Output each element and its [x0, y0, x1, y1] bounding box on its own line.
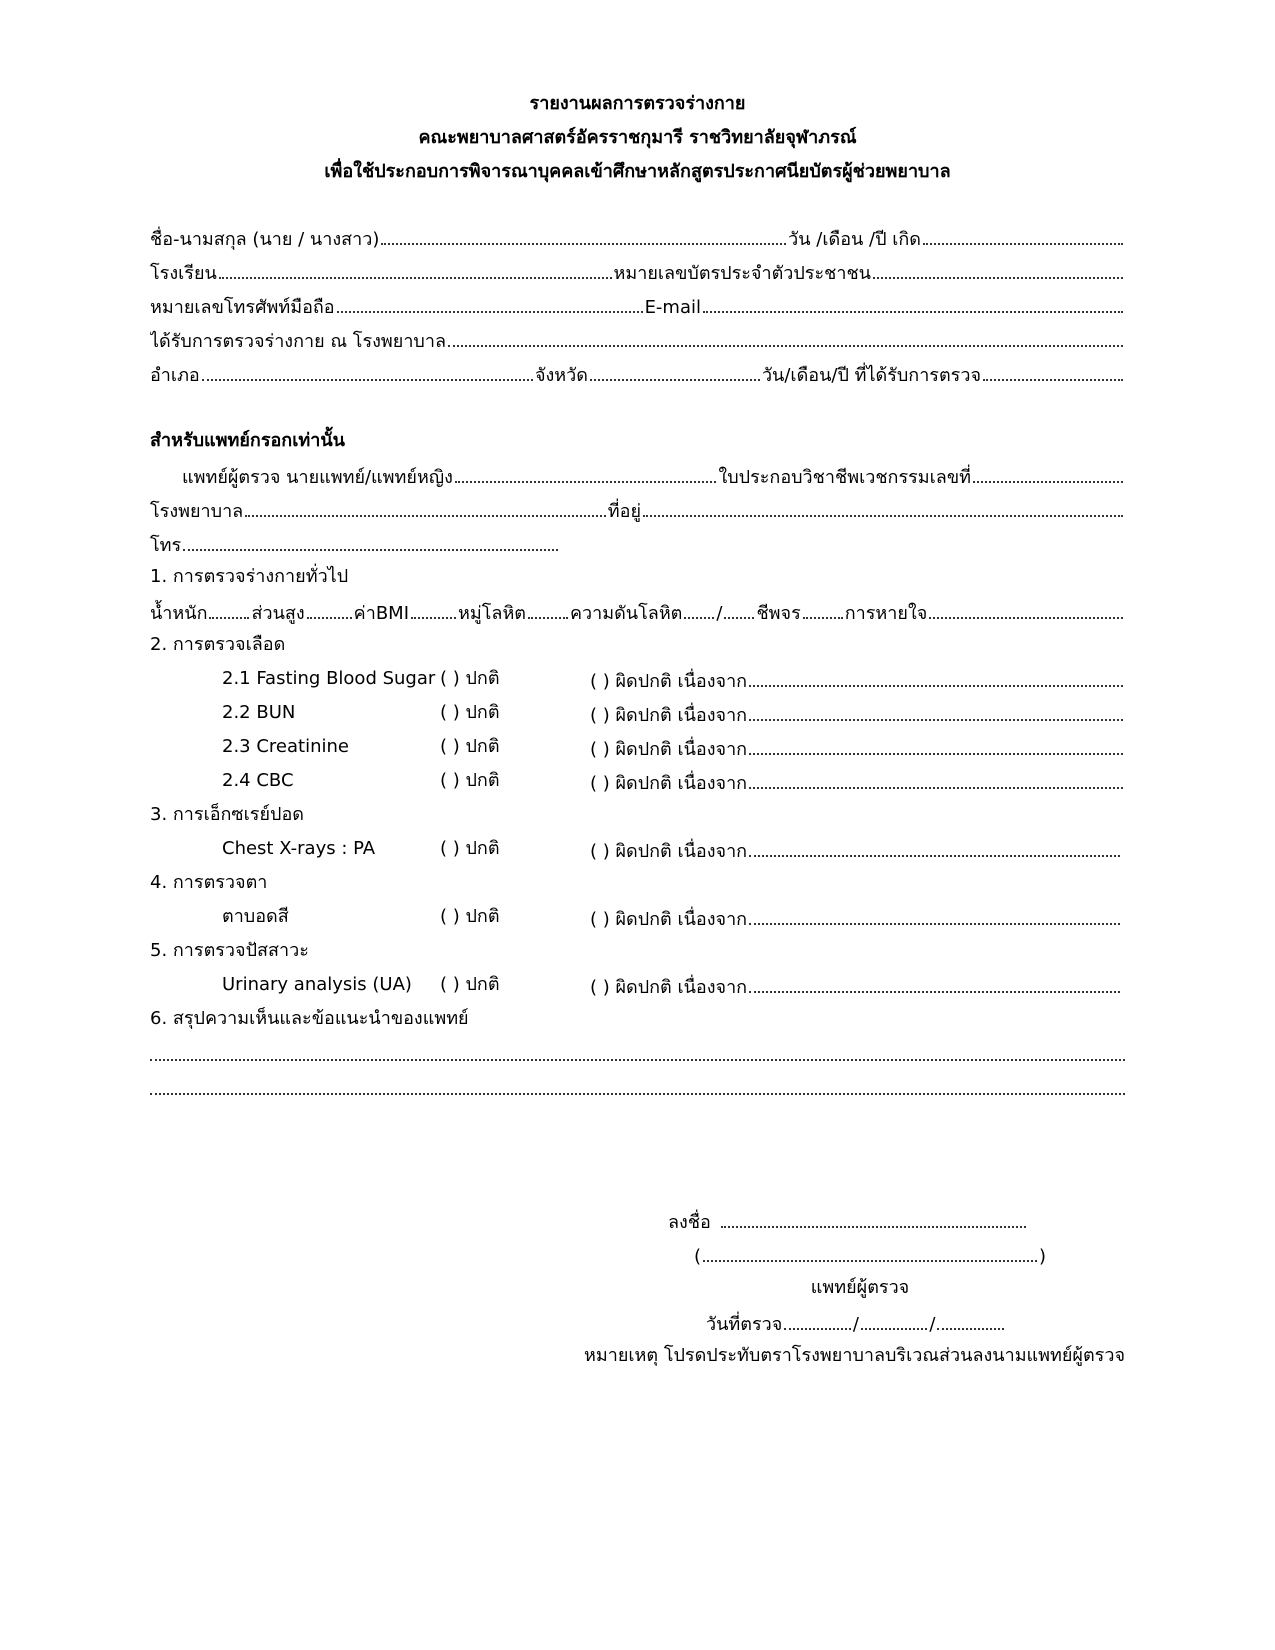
normal-option[interactable]: ( ) ปกติ: [440, 770, 500, 791]
normal-option[interactable]: ( ) ปกติ: [440, 974, 500, 995]
doctor-phone-label: โทร: [150, 535, 182, 556]
dob-field[interactable]: [923, 221, 1123, 245]
exam-day-field[interactable]: [784, 1306, 851, 1330]
address-field[interactable]: [643, 493, 1123, 517]
district-label: อำเภอ: [150, 365, 200, 386]
examiner-label: แพทย์ผู้ตรวจ นายแพทย์/แพทย์หญิง: [182, 467, 453, 488]
abnormal-reason-field[interactable]: [749, 901, 1120, 925]
vitals-row: [150, 595, 1125, 627]
pulse-field[interactable]: [803, 595, 843, 619]
phone-field[interactable]: [337, 289, 643, 313]
id-card-field[interactable]: [873, 255, 1123, 279]
examiner-title: แพทย์ผู้ตรวจ: [810, 1277, 910, 1298]
bp-diastolic-field[interactable]: [724, 595, 754, 619]
school-field[interactable]: [219, 255, 612, 279]
test-name: 2.2 BUN: [222, 702, 296, 723]
dob-label: วัน /เดือน /ปี เกิด: [788, 229, 921, 250]
abnormal-option-row: [590, 663, 1125, 695]
test-name: ตาบอดสี: [222, 906, 289, 927]
applicant-name-row: [150, 221, 1125, 253]
exam-date-sign-label: วันที่ตรวจ: [706, 1314, 783, 1335]
form-purpose: เพื่อใช้ประกอบการพิจารณาบุคคลเข้าศึกษาหลักสูตรประกาศนียบัตรผู้ช่วยพยาบาล: [324, 161, 951, 182]
exam-date-row: [706, 1306, 1006, 1338]
phone-label: หมายเลขโทรศัพท์มือถือ: [150, 297, 335, 318]
sign-label: ลงชื่อ: [668, 1212, 711, 1233]
date-sep-1: /: [852, 1314, 859, 1335]
name-field[interactable]: [381, 221, 786, 245]
section-1-heading: 1. การตรวจร่างกายทั่วไป: [150, 566, 349, 587]
abnormal-reason-field[interactable]: [749, 969, 1120, 993]
test-name: Chest X-rays : PA: [222, 838, 376, 859]
summary-field-1[interactable]: [150, 1037, 1125, 1061]
abnormal-option[interactable]: ( ) ผิดปกติ เนื่องจาก: [590, 977, 748, 998]
printed-name-row: [694, 1238, 1046, 1270]
normal-option[interactable]: ( ) ปกติ: [440, 702, 500, 723]
summary-line-1: [150, 1037, 1125, 1069]
abnormal-option-row: [590, 731, 1125, 763]
abnormal-option[interactable]: ( ) ผิดปกติ เนื่องจาก: [590, 909, 748, 930]
license-label: ใบประกอบวิชาชีพเวชกรรมเลขที่: [718, 467, 971, 488]
district-field[interactable]: [202, 357, 533, 381]
paren-close: ): [1038, 1246, 1046, 1267]
signature-row: [668, 1204, 1028, 1236]
abnormal-option-row: [590, 833, 1122, 865]
abnormal-option[interactable]: ( ) ผิดปกติ เนื่องจาก: [590, 841, 748, 862]
abnormal-option-row: [590, 765, 1125, 797]
abnormal-option[interactable]: ( ) ผิดปกติ เนื่องจาก: [590, 739, 748, 760]
abnormal-option-row: [590, 697, 1125, 729]
examiner-field[interactable]: [455, 459, 717, 483]
section-6-heading: 6. สรุปความเห็นและข้อแนะนำของแพทย์: [150, 1008, 469, 1029]
weight-label: น้ำหนัก: [150, 603, 208, 624]
bmi-label: ค่าBMI: [353, 603, 410, 624]
paren-open: (: [694, 1246, 702, 1267]
abnormal-reason-field[interactable]: [749, 697, 1123, 721]
exam-date-label: วัน/เดือน/ปี ที่ได้รับการตรวจ: [761, 365, 981, 386]
school-row: [150, 255, 1125, 287]
stamp-note: หมายเหตุ โปรดประทับตราโรงพยาบาลบริเวณส่วนลงนามแพทย์ผู้ตรวจ: [584, 1345, 1125, 1366]
blood-type-label: หมู่โลหิต: [458, 603, 526, 624]
abnormal-reason-field[interactable]: [749, 833, 1120, 857]
doctor-section-heading: สำหรับแพทย์กรอกเท่านั้น: [150, 430, 345, 451]
section-3-heading: 3. การเอ็กซเรย์ปอด: [150, 804, 304, 825]
doctor-hospital-field[interactable]: [245, 493, 606, 517]
signature-field[interactable]: [721, 1204, 1026, 1228]
summary-field-2[interactable]: [150, 1071, 1125, 1095]
exam-year-field[interactable]: [937, 1306, 1004, 1330]
normal-option[interactable]: ( ) ปกติ: [440, 838, 500, 859]
id-card-label: หมายเลขบัตรประจำตัวประชาชน: [613, 263, 871, 284]
bp-label: ความดันโลหิต: [570, 603, 683, 624]
section-2-heading: 2. การตรวจเลือด: [150, 634, 286, 655]
province-label: จังหวัด: [534, 365, 588, 386]
pulse-label: ชีพจร: [756, 603, 801, 624]
province-field[interactable]: [590, 357, 760, 381]
exam-month-field[interactable]: [861, 1306, 928, 1330]
printed-name-field[interactable]: [703, 1238, 1037, 1262]
test-name: Urinary analysis (UA): [222, 974, 412, 995]
abnormal-reason-field[interactable]: [749, 765, 1123, 789]
respiration-field[interactable]: [929, 595, 1123, 619]
test-name: 2.3 Creatinine: [222, 736, 349, 757]
abnormal-option-row: [590, 969, 1122, 1001]
abnormal-option[interactable]: ( ) ผิดปกติ เนื่องจาก: [590, 705, 748, 726]
weight-field[interactable]: [209, 595, 249, 619]
doctor-hospital-label: โรงพยาบาล: [150, 501, 244, 522]
email-label: E-mail: [644, 297, 701, 318]
section-5-heading: 5. การตรวจปัสสาวะ: [150, 940, 309, 961]
bp-slash: /: [716, 603, 723, 624]
test-name: 2.1 Fasting Blood Sugar: [222, 668, 436, 689]
blood-type-field[interactable]: [528, 595, 568, 619]
test-name: 2.4 CBC: [222, 770, 294, 791]
date-sep-2: /: [929, 1314, 936, 1335]
doctor-phone-row: [150, 527, 560, 559]
name-label: ชื่อ-นามสกุล (นาย / นางสาว): [150, 229, 380, 250]
abnormal-option-row: [590, 901, 1122, 933]
form-title: รายงานผลการตรวจร่างกาย: [529, 93, 746, 114]
examiner-row: [182, 459, 1125, 491]
height-field[interactable]: [307, 595, 352, 619]
normal-option[interactable]: ( ) ปกติ: [440, 736, 500, 757]
height-label: ส่วนสูง: [251, 603, 305, 624]
doctor-hospital-row: [150, 493, 1125, 525]
doctor-phone-field[interactable]: [183, 527, 558, 551]
institution-name: คณะพยาบาลศาสตร์อัครราชกุมารี ราชวิทยาลัยจุฬาภรณ์: [418, 127, 857, 148]
exam-hospital-field[interactable]: [448, 323, 1123, 347]
section-4-heading: 4. การตรวจตา: [150, 872, 268, 893]
normal-option[interactable]: ( ) ปกติ: [440, 668, 500, 689]
contact-row: [150, 289, 1125, 321]
abnormal-reason-field[interactable]: [749, 663, 1123, 687]
address-label: ที่อยู่: [607, 501, 641, 522]
license-field[interactable]: [973, 459, 1123, 483]
abnormal-option[interactable]: ( ) ผิดปกติ เนื่องจาก: [590, 671, 748, 692]
exam-hospital-label: ได้รับการตรวจร่างกาย ณ โรงพยาบาล: [150, 331, 446, 352]
location-row: [150, 357, 1125, 389]
respiration-label: การหายใจ: [844, 603, 928, 624]
exam-date-field[interactable]: [983, 357, 1123, 381]
email-field[interactable]: [703, 289, 1123, 313]
normal-option[interactable]: ( ) ปกติ: [440, 906, 500, 927]
bp-systolic-field[interactable]: [684, 595, 714, 619]
abnormal-option[interactable]: ( ) ผิดปกติ เนื่องจาก: [590, 773, 748, 794]
abnormal-reason-field[interactable]: [749, 731, 1123, 755]
bmi-field[interactable]: [411, 595, 456, 619]
exam-hospital-row: [150, 323, 1125, 355]
school-label: โรงเรียน: [150, 263, 217, 284]
summary-line-2: [150, 1071, 1125, 1103]
